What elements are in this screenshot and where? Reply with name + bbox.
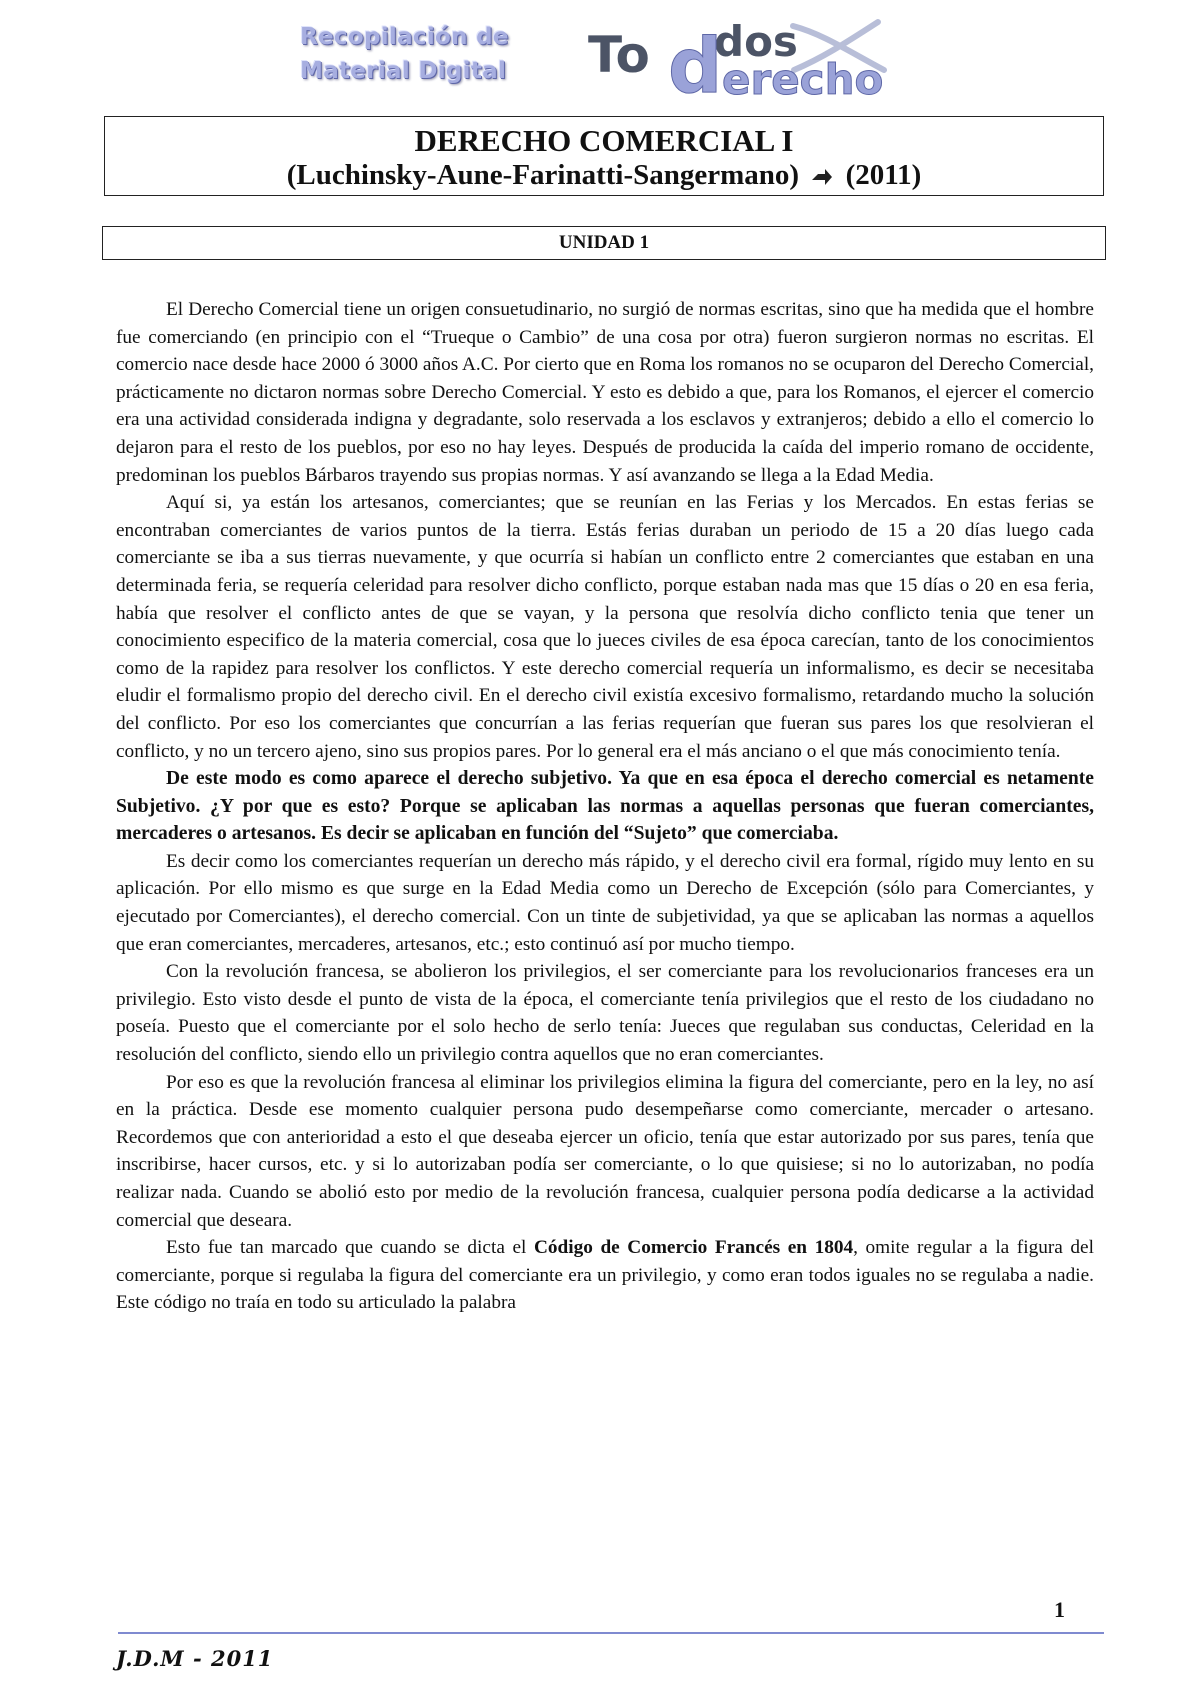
arrow-right-icon: [810, 160, 834, 194]
authors-text: (Luchinsky-Aune-Farinatti-Sangermano): [286, 159, 800, 191]
logo-right-part2: dos: [714, 17, 798, 66]
document-subtitle: [105, 158, 1103, 194]
logo-right-part3: d: [668, 21, 723, 104]
paragraph: Con la revolución francesa, se abolieron los privilegios, el ser comerciante para los revolucionarios franceses era un privilegio. Esto visto desde el punto de vista de la época, el comerciante tenía privilegios que el resto de los ciudadano no poseía. Puesto que el comerciante por el solo hecho de serlo tenía: Jueces que regulaban sus conductas, Celeridad en la resolución del conflicto, siendo ello un privilegio contra aquellos que no eran comerciantes.: [116, 961, 1094, 1066]
title-box: [104, 116, 1104, 196]
paragraph: [116, 1234, 1094, 1317]
paragraph: Es decir como los comerciantes requerían un derecho más rápido, y el derecho civil era formal, rígido muy lento en su aplicación. Por ello mismo es que surge en la Edad Media como un Derecho de Excepción (sólo para Comerciantes, y ejecutado por Comerciantes), el derecho comercial. Con un tinte de subjetividad, ya que se aplicaban las normas a aquellos que eran comerciantes, mercaderes, artesanos, etc.; esto continuó así por mucho tiempo.: [116, 850, 1094, 955]
logo-right-part1: To: [588, 26, 650, 84]
paragraph-text: , omite regular a la figura del comerciante, porque si regulaba la figura del comerciante era un privilegio, y como eran todos iguales no se regulaba a nadie. Este código no traía en todo su articulado la palabra: [116, 1237, 1094, 1314]
logo-recopilacion: [300, 20, 560, 88]
page-number: 1: [1054, 1597, 1065, 1622]
paragraph-text: Esto fue tan marcado que cuando se dicta el: [166, 1237, 534, 1259]
footer-signature: J.D.M - 2011: [116, 1646, 274, 1671]
paragraph: Por eso es que la revolución francesa al eliminar los privilegios elimina la figura del comerciante, pero en la ley, no así en la práctica. Desde ese momento cualquier persona pudo desempeñarse como comerciante, mercader o artesano. Recordemos que con anterioridad a esto el que deseaba ejercer un oficio, tenía que estar autorizado por sus pares, tenía que inscribirse, hacer cursos, etc. y si lo autorizaban podía ser comerciante, o lo que quisiese; si no lo autorizaban, no podía realizar nada. Cuando se abolió esto por medio de la revolución francesa, cualquier persona podía dedicarse a la actividad comercial que deseara.: [116, 1071, 1094, 1231]
paragraph: Aquí si, ya están los artesanos, comerciantes; que se reunían en las Ferias y los Mercados. En estas ferias se encontraban comerciantes de varios puntos de la tierra. Estás ferias duraban un periodo de 15 a 20 días luego cada comerciante se iba a sus tierras nuevamente, y que ocurría si habían un conflicto entre 2 comerciantes que estaban en una determinada feria, se requería celeridad para resolver dicho conflicto, porque estaban nada mas que 15 días o 20 en esa feria, había que resolver el conflicto antes de que se vayan, y la persona que resolvía dicho conflicto tenia que tener un conocimiento especifico de la materia comercial, cosa que lo jueces civiles de esa época carecían, tanto de los conocimientos como de la rapidez para resolver los conflictos. Y este derecho comercial requería un informalismo, es decir se necesitaba eludir el formalismo propio del derecho civil. En el derecho civil existía excesivo formalismo, retardando mucho la solución del conflicto. Por eso los comerciantes que concurrían a las ferias requerían que fueran sus pares los que resolvieran el conflicto, y no un tercero ajeno, sino sus propios pares. Por lo general era el más anciano o el que más conocimiento tenía.: [116, 492, 1094, 762]
footer-divider: [118, 1632, 1104, 1634]
logo-left-line1: Recopilación de: [300, 24, 509, 50]
codigo-comercio-emphasis: Código de Comercio Francés en 1804: [533, 1237, 854, 1259]
unit-heading: UNIDAD 1: [102, 226, 1106, 260]
year-text: (2011): [845, 159, 922, 191]
logo-todos-derecho: [588, 14, 908, 104]
logo-right-part4: erecho: [722, 55, 884, 104]
logo-todos-derecho-graphic: [588, 14, 908, 104]
paragraph-bold: De este modo es como aparece el derecho subjetivo. Ya que en esa época el derecho comercial es netamente Subjetivo. ¿Y por que es esto? Porque se aplicaban las normas a aquellas personas que fueran comerciantes, mercaderes o artesanos. Es decir se aplicaban en función del “Sujeto” que comerciaba.: [116, 768, 1094, 845]
document-title: DERECHO COMERCIAL I: [414, 123, 794, 158]
paragraph: El Derecho Comercial tiene un origen consuetudinario, no surgió de normas escritas, sino que ha medida que el hombre fue comerciando (en principio con el “Trueque o Cambio” de una cosa por otra) fueron surgieron normas no escritas. El comercio nace desde hace 2000 ó 3000 años A.C. Por cierto que en Roma los romanos no se ocuparon del Derecho Comercial, prácticamente no dictaron normas sobre Derecho Comercial. Y esto es debido a que, para los Romanos, el ejercer el comercio era una actividad considerada indigna y degradante, solo reservada a los esclavos y extranjeros; debido a ello el comercio lo dejaron para el resto de los pueblos, por eso no hay leyes. Después de producida la caída del imperio romano de occidente, predominan los pueblos Bárbaros trayendo sus propias normas. Y así avanzando se llega a la Edad Media.: [116, 299, 1094, 486]
document-body: [116, 296, 1094, 1317]
logo-left-line2: Material Digital: [300, 58, 507, 84]
